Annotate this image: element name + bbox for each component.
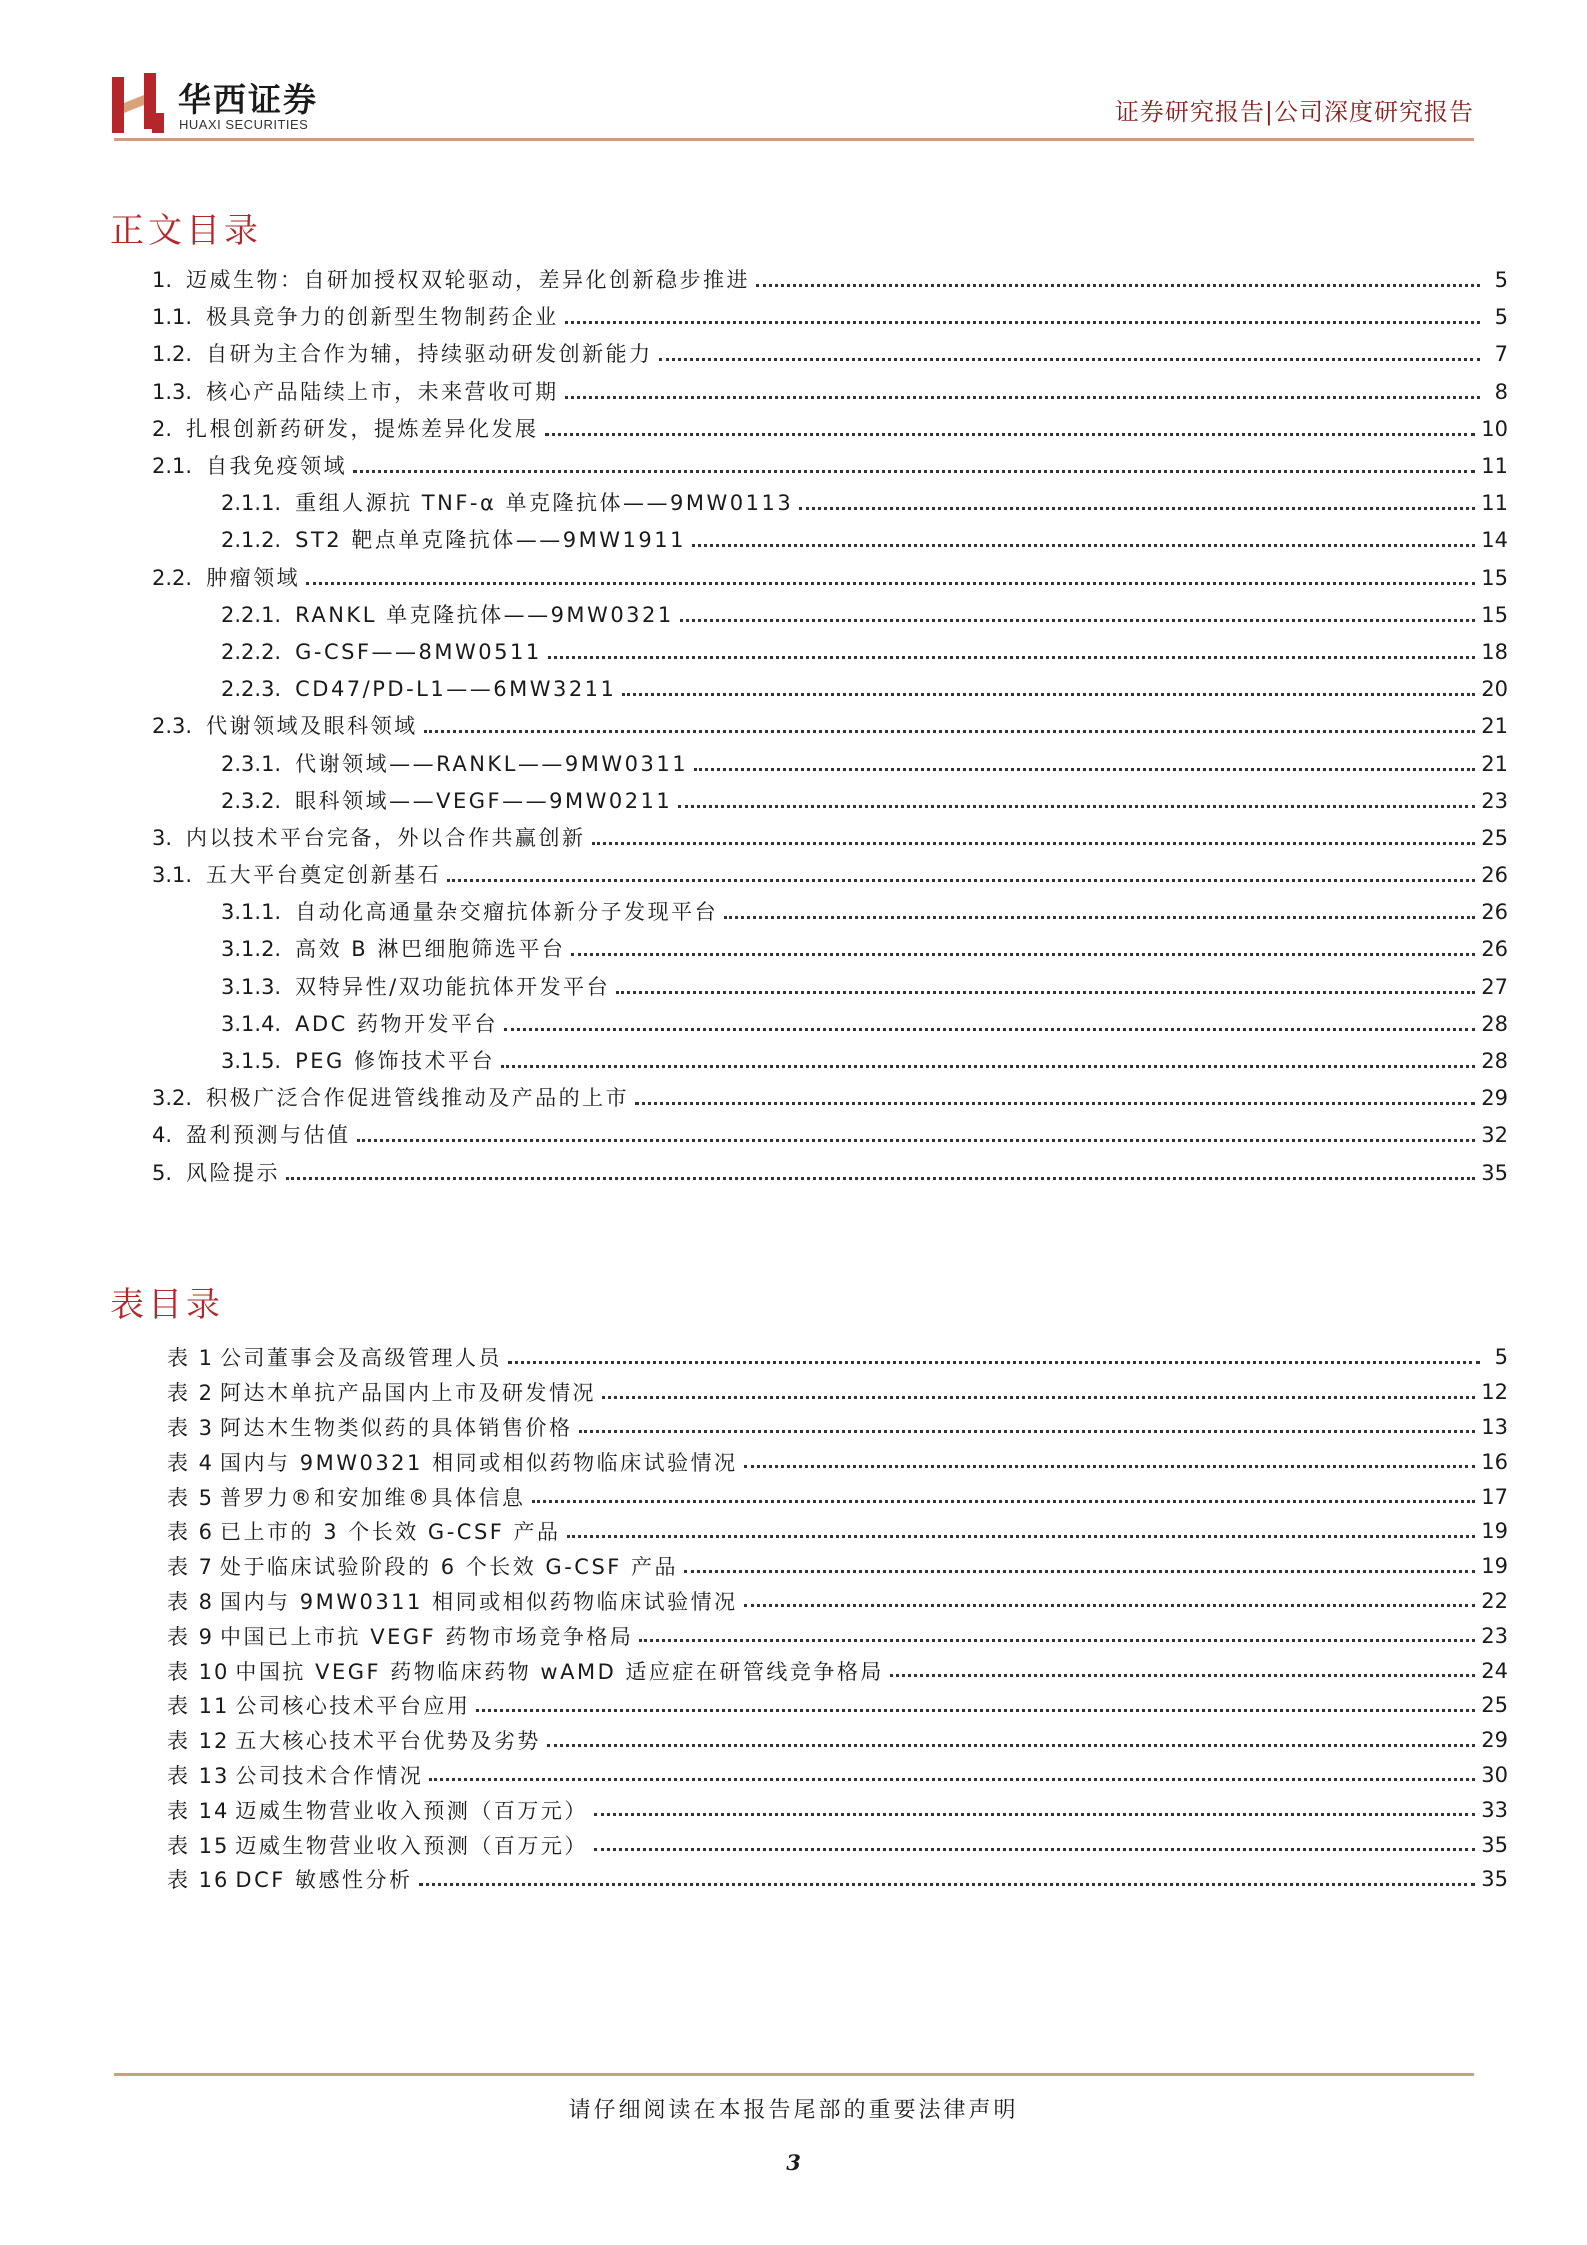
toc-entry[interactable]: [152, 783, 1508, 820]
toc-entry[interactable]: [152, 1080, 1508, 1117]
dot-leader: [639, 1639, 1475, 1642]
dot-leader: [476, 1709, 1475, 1712]
dot-leader: [424, 730, 1476, 733]
table-list-entry[interactable]: [167, 1792, 1508, 1827]
dot-leader: [565, 396, 1480, 399]
table-label: 表 16: [167, 1868, 230, 1893]
dot-leader: [419, 1883, 1476, 1886]
toc-entry-page: 15: [1481, 602, 1508, 627]
toc-entry[interactable]: [152, 1155, 1508, 1192]
table-page: 35: [1481, 1867, 1508, 1892]
header-divider: [114, 138, 1474, 141]
table-page: 19: [1481, 1554, 1508, 1579]
huaxi-logo-icon: [112, 73, 164, 133]
table-title: 中国抗 VEGF 药物临床药物 wAMD 适应症在研管线竞争格局: [235, 1659, 884, 1684]
dot-leader: [744, 1465, 1476, 1468]
table-title: 已上市的 3 个长效 G-CSF 产品: [220, 1520, 561, 1545]
dot-leader: [635, 1102, 1475, 1105]
toc-entry-number: 2.3.1.: [221, 751, 282, 776]
toc-entry[interactable]: [152, 894, 1508, 931]
toc-entry-page: 5: [1494, 305, 1508, 330]
table-list-title: 表目录: [110, 1285, 224, 1325]
toc-entry-title: 积极广泛合作促进管线推动及产品的上市: [206, 1086, 630, 1111]
toc-entry-number: 3.1.2.: [221, 937, 282, 962]
table-page: 29: [1481, 1728, 1508, 1753]
table-label: 表 1: [167, 1346, 215, 1371]
table-title: 公司董事会及高级管理人员: [220, 1346, 503, 1371]
table-label: 表 2: [167, 1381, 215, 1406]
toc-entry-number: 1.2.: [152, 342, 193, 367]
toc-entry-number: 2.3.: [152, 714, 193, 739]
dot-leader: [592, 842, 1476, 845]
dot-leader: [602, 1396, 1475, 1399]
table-page: 25: [1481, 1693, 1508, 1718]
toc-entry-number: 1.3.: [152, 379, 193, 404]
table-list-entry[interactable]: [167, 1618, 1508, 1653]
table-title: 阿达木单抗产品国内上市及研发情况: [220, 1381, 597, 1406]
table-label: 表 14: [167, 1798, 230, 1823]
table-list-entry[interactable]: [167, 1862, 1508, 1897]
table-list-entry[interactable]: [167, 1827, 1508, 1862]
table-list-entry[interactable]: [167, 1375, 1508, 1410]
dot-leader: [306, 582, 1475, 585]
legal-notice: 请仔细阅读在本报告尾部的重要法律声明: [568, 2098, 1019, 2123]
table-label: 表 10: [167, 1659, 230, 1684]
toc-entry-title: 自我免疫领域: [206, 454, 348, 479]
table-list-entry[interactable]: [167, 1549, 1508, 1584]
toc-entry-title: 核心产品陆续上市，未来营收可期: [206, 379, 559, 404]
toc-entry[interactable]: [152, 374, 1508, 411]
toc-entry[interactable]: [152, 1043, 1508, 1080]
toc-entry-title: RANKL 单克隆抗体——9MW0321: [295, 602, 674, 627]
toc-entry-title: 风险提示: [186, 1160, 281, 1185]
toc-entry-page: 28: [1481, 1011, 1508, 1036]
toc-entry-number: 2.2.1.: [221, 602, 282, 627]
table-label: 表 5: [167, 1485, 215, 1510]
table-page: 24: [1481, 1658, 1508, 1683]
toc-entry-title: 盈利预测与估值: [186, 1123, 351, 1148]
table-label: 表 12: [167, 1729, 230, 1754]
table-page: 5: [1494, 1345, 1508, 1370]
dot-leader: [659, 358, 1480, 361]
table-title: 公司技术合作情况: [235, 1763, 424, 1788]
toc-entry[interactable]: [152, 969, 1508, 1006]
table-list-entry[interactable]: [167, 1584, 1508, 1619]
table-page: 35: [1481, 1832, 1508, 1857]
toc-entry-page: 29: [1481, 1086, 1508, 1111]
table-page: 22: [1481, 1588, 1508, 1613]
table-label: 表 6: [167, 1520, 215, 1545]
dot-leader: [678, 805, 1475, 808]
toc-entry-title: 迈威生物：自研加授权双轮驱动，差异化创新稳步推进: [186, 268, 751, 293]
table-list-entry[interactable]: [167, 1758, 1508, 1793]
logo-chinese-name: 华西证券: [178, 80, 318, 119]
toc-entry-page: 15: [1481, 565, 1508, 590]
table-title: 处于临床试验阶段的 6 个长效 G-CSF 产品: [220, 1555, 679, 1580]
table-title: 五大核心技术平台优势及劣势: [235, 1729, 541, 1754]
dot-leader: [545, 433, 1476, 436]
logo-english-name: HUAXI SECURITIES: [179, 117, 309, 132]
toc-entry-title: 肿瘤领域: [206, 565, 301, 590]
toc-entry-title: 代谢领域及眼科领域: [206, 714, 418, 739]
toc-entry-page: 11: [1481, 491, 1508, 516]
table-label: 表 7: [167, 1555, 215, 1580]
table-list-entry[interactable]: [167, 1723, 1508, 1758]
toc-entry-page: 25: [1481, 825, 1508, 850]
toc-entry[interactable]: [152, 1117, 1508, 1154]
dot-leader: [501, 1065, 1475, 1068]
dot-leader: [724, 916, 1475, 919]
toc-entry-number: 3.1.3.: [221, 974, 282, 999]
toc-entry[interactable]: [152, 522, 1508, 559]
toc-entry-number: 2.1.1.: [221, 491, 282, 516]
toc-entry[interactable]: [152, 745, 1508, 782]
dot-leader: [429, 1778, 1475, 1781]
dot-leader: [622, 693, 1475, 696]
toc-entry-title: 自动化高通量杂交瘤抗体新分子发现平台: [295, 900, 719, 925]
dot-leader: [547, 1744, 1475, 1747]
table-label: 表 13: [167, 1763, 230, 1788]
table-list-entry[interactable]: [167, 1688, 1508, 1723]
toc-entry-number: 2.2.: [152, 565, 193, 590]
toc-entry[interactable]: [152, 560, 1508, 597]
dot-leader: [799, 507, 1475, 510]
table-page: 30: [1481, 1762, 1508, 1787]
toc-entry-page: 10: [1481, 416, 1508, 441]
dot-leader: [532, 1500, 1476, 1503]
dot-leader: [567, 1535, 1476, 1538]
toc-entry-page: 21: [1481, 751, 1508, 776]
toc-entry[interactable]: [152, 1006, 1508, 1043]
toc-entry-number: 2.2.2.: [221, 639, 282, 664]
dot-leader: [565, 321, 1480, 324]
table-list-entry[interactable]: [167, 1479, 1508, 1514]
toc-entry-page: 7: [1494, 342, 1508, 367]
dot-leader: [571, 953, 1475, 956]
table-list-entry[interactable]: [167, 1340, 1508, 1375]
table-title: 普罗力®和安加维®具体信息: [220, 1485, 526, 1510]
toc-entry-page: 14: [1481, 528, 1508, 553]
table-page: 13: [1481, 1414, 1508, 1439]
toc-entry-number: 2.1.2.: [221, 528, 282, 553]
table-label: 表 11: [167, 1694, 230, 1719]
toc-entry-number: 1.1.: [152, 305, 193, 330]
table-label: 表 4: [167, 1450, 215, 1475]
toc-entry-title: G-CSF——8MW0511: [295, 639, 542, 664]
table-title: 公司核心技术平台应用: [235, 1694, 471, 1719]
dot-leader: [692, 544, 1475, 547]
table-list-entry[interactable]: [167, 1410, 1508, 1445]
toc-entry-number: 3.1.5.: [221, 1049, 282, 1074]
toc-entry-page: 26: [1481, 937, 1508, 962]
toc-entry[interactable]: [152, 820, 1508, 857]
table-title: DCF 敏感性分析: [235, 1868, 413, 1893]
dot-leader: [680, 619, 1476, 622]
toc-entry-title: 眼科领域——VEGF——9MW0211: [295, 788, 673, 813]
toc-entry[interactable]: [152, 485, 1508, 522]
toc-entry[interactable]: [152, 299, 1508, 336]
toc-entry-page: 26: [1481, 900, 1508, 925]
dot-leader: [357, 1139, 1476, 1142]
toc-entry-number: 3.1.: [152, 863, 193, 888]
table-label: 表 9: [167, 1624, 215, 1649]
table-label: 表 3: [167, 1415, 215, 1440]
toc-entry-title: 双特异性/双功能抗体开发平台: [295, 974, 611, 999]
table-page: 19: [1481, 1519, 1508, 1544]
table-list-entry[interactable]: [167, 1444, 1508, 1479]
dot-leader: [447, 879, 1475, 882]
table-title: 国内与 9MW0311 相同或相似药物临床试验情况: [220, 1589, 738, 1614]
dot-leader: [286, 1177, 1475, 1180]
toc-entry-number: 2.1.: [152, 454, 193, 479]
toc-entry-number: 3.2.: [152, 1086, 193, 1111]
toc-entry[interactable]: [152, 262, 1508, 299]
toc-entry[interactable]: [152, 411, 1508, 448]
dot-leader: [756, 284, 1480, 287]
dot-leader: [548, 656, 1476, 659]
toc-entry-number: 2.: [152, 416, 173, 441]
toc-entry-page: 20: [1481, 677, 1508, 702]
table-page: 33: [1481, 1797, 1508, 1822]
toc-entry-title: 高效 B 淋巴细胞筛选平台: [295, 937, 566, 962]
dot-leader: [594, 1848, 1475, 1851]
dot-leader: [694, 768, 1475, 771]
table-label: 表 8: [167, 1589, 215, 1614]
dot-leader: [504, 1028, 1475, 1031]
toc-entry-title: 内以技术平台完备，外以合作共赢创新: [186, 825, 586, 850]
table-list-entry[interactable]: [167, 1514, 1508, 1549]
toc-entry-title: CD47/PD-L1——6MW3211: [295, 677, 617, 702]
toc-list: [152, 262, 1508, 1192]
table-title: 迈威生物营业收入预测（百万元）: [235, 1798, 588, 1823]
toc-entry-page: 28: [1481, 1049, 1508, 1074]
table-title: 阿达木生物类似药的具体销售价格: [220, 1415, 573, 1440]
footer-divider: [114, 2073, 1474, 2076]
toc-entry-number: 2.3.2.: [221, 788, 282, 813]
table-title: 国内与 9MW0321 相同或相似药物临床试验情况: [220, 1450, 738, 1475]
toc-entry-title: 极具竞争力的创新型生物制药企业: [206, 305, 559, 330]
toc-entry[interactable]: [152, 857, 1508, 894]
table-page: 17: [1481, 1484, 1508, 1509]
toc-entry-number: 3.: [152, 825, 173, 850]
table-title: 中国已上市抗 VEGF 药物市场竞争格局: [220, 1624, 634, 1649]
toc-entry[interactable]: [152, 448, 1508, 485]
toc-entry[interactable]: [152, 634, 1508, 671]
toc-entry[interactable]: [152, 597, 1508, 634]
table-title: 迈威生物营业收入预测（百万元）: [235, 1833, 588, 1858]
table-page: 16: [1481, 1449, 1508, 1474]
toc-entry-page: 32: [1481, 1123, 1508, 1148]
toc-entry-page: 18: [1481, 639, 1508, 664]
toc-entry-title: 自研为主合作为辅，持续驱动研发创新能力: [206, 342, 653, 367]
dot-leader: [594, 1813, 1475, 1816]
toc-entry-title: 重组人源抗 TNF-α 单克隆抗体——9MW0113: [295, 491, 794, 516]
page-header: [0, 0, 1587, 142]
toc-entry-number: 4.: [152, 1123, 173, 1148]
dot-leader: [684, 1570, 1475, 1573]
table-list: [167, 1340, 1508, 1897]
dot-leader: [744, 1604, 1476, 1607]
dot-leader: [508, 1361, 1480, 1364]
dot-leader: [890, 1674, 1475, 1677]
toc-entry-number: 5.: [152, 1160, 173, 1185]
toc-entry-title: ST2 靶点单克隆抗体——9MW1911: [295, 528, 686, 553]
page-number: 3: [786, 2150, 801, 2175]
toc-entry[interactable]: [152, 931, 1508, 968]
toc-entry-page: 8: [1494, 379, 1508, 404]
table-page: 12: [1481, 1380, 1508, 1405]
toc-title: 正文目录: [110, 211, 262, 251]
toc-entry[interactable]: [152, 671, 1508, 708]
toc-entry-title: 代谢领域——RANKL——9MW0311: [295, 751, 689, 776]
toc-entry-page: 26: [1481, 863, 1508, 888]
report-type: 证券研究报告|公司深度研究报告: [1114, 98, 1474, 126]
toc-entry-title: 扎根创新药研发，提炼差异化发展: [186, 416, 539, 441]
toc-entry-page: 5: [1494, 268, 1508, 293]
toc-entry-title: 五大平台奠定创新基石: [206, 863, 442, 888]
dot-leader: [616, 991, 1475, 994]
toc-entry-number: 3.1.1.: [221, 900, 282, 925]
toc-entry[interactable]: [152, 336, 1508, 373]
table-list-entry[interactable]: [167, 1653, 1508, 1688]
table-label: 表 15: [167, 1833, 230, 1858]
toc-entry[interactable]: [152, 708, 1508, 745]
toc-entry-page: 11: [1481, 454, 1508, 479]
toc-entry-page: 27: [1481, 974, 1508, 999]
toc-entry-number: 2.2.3.: [221, 677, 282, 702]
table-page: 23: [1481, 1623, 1508, 1648]
toc-entry-page: 35: [1481, 1160, 1508, 1185]
toc-entry-title: ADC 药物开发平台: [295, 1011, 498, 1036]
toc-entry-number: 3.1.4.: [221, 1011, 282, 1036]
dot-leader: [353, 470, 1475, 473]
dot-leader: [579, 1430, 1476, 1433]
toc-entry-number: 1.: [152, 268, 173, 293]
toc-entry-page: 23: [1481, 788, 1508, 813]
toc-entry-page: 21: [1481, 714, 1508, 739]
toc-entry-title: PEG 修饰技术平台: [295, 1049, 495, 1074]
